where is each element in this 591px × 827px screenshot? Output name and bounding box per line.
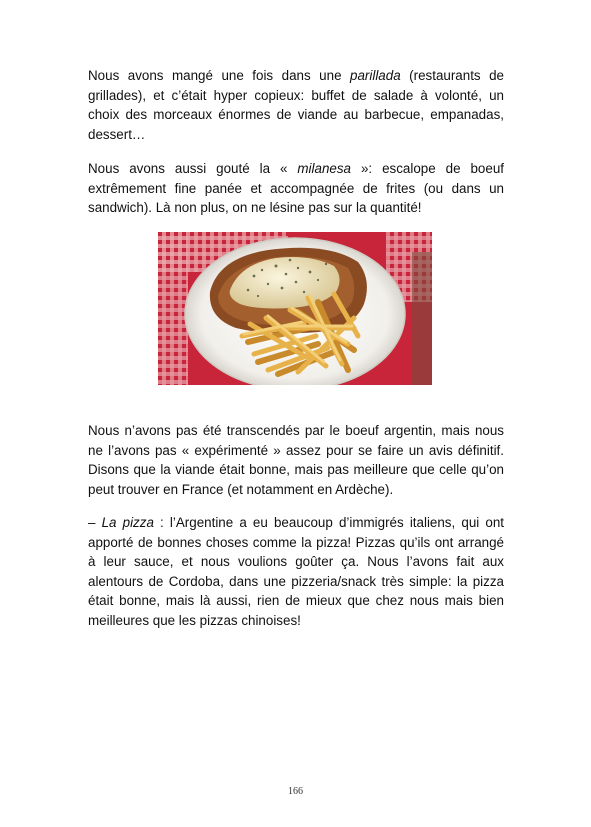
text-span: Nous avons aussi gouté la « bbox=[88, 161, 298, 176]
paragraph-milanesa bbox=[88, 159, 504, 218]
italic-term: parillada bbox=[350, 68, 401, 83]
text-span: – bbox=[88, 515, 102, 530]
milanesa-photo bbox=[158, 232, 432, 385]
paragraph-parillada bbox=[88, 66, 504, 144]
text-span: (restaurants de grillades), et c’était hyper copieux: buffet de salade à volonté, un choix des morceaux énormes de viande au barbecue, empanadas, dessert… bbox=[88, 68, 505, 142]
italic-term: milanesa bbox=[297, 161, 351, 176]
page-number: 166 bbox=[288, 786, 303, 797]
text-span: Nous avons mangé une fois dans une bbox=[88, 68, 351, 83]
paragraph-pizza bbox=[88, 513, 504, 631]
text-span: : l’Argentine a eu beaucoup d’immigrés italiens, qui ont apporté de bonnes choses comme la pizza! Pizzas qu’ils ont arrangé à leur sauce, et nous voulions goûter ça. Nous l’avons fait aux alentours de Cordoba, dans une pizzeria/snack très simple: la pizza était bonne, mais là aussi, rien de mieux que chez nous mais bien meilleures que les pizzas chinoises! bbox=[88, 515, 505, 628]
paragraph-boeuf: Nous n’avons pas été transcendés par le boeuf argentin, mais nous ne l’avons pas « expérimenté » assez pour se faire un avis définitif. Disons que la viande était bonne, mais pas meilleure que celle qu’on peut trouver en France (et notamment en Ardèche). bbox=[88, 423, 504, 497]
italic-term: La pizza bbox=[101, 515, 154, 530]
text-span: »: escalope de boeuf extrêmement fine panée et accompagnée de frites (ou dans un sandwich). Là non plus, on ne lésine pas sur la quantité! bbox=[88, 161, 504, 216]
